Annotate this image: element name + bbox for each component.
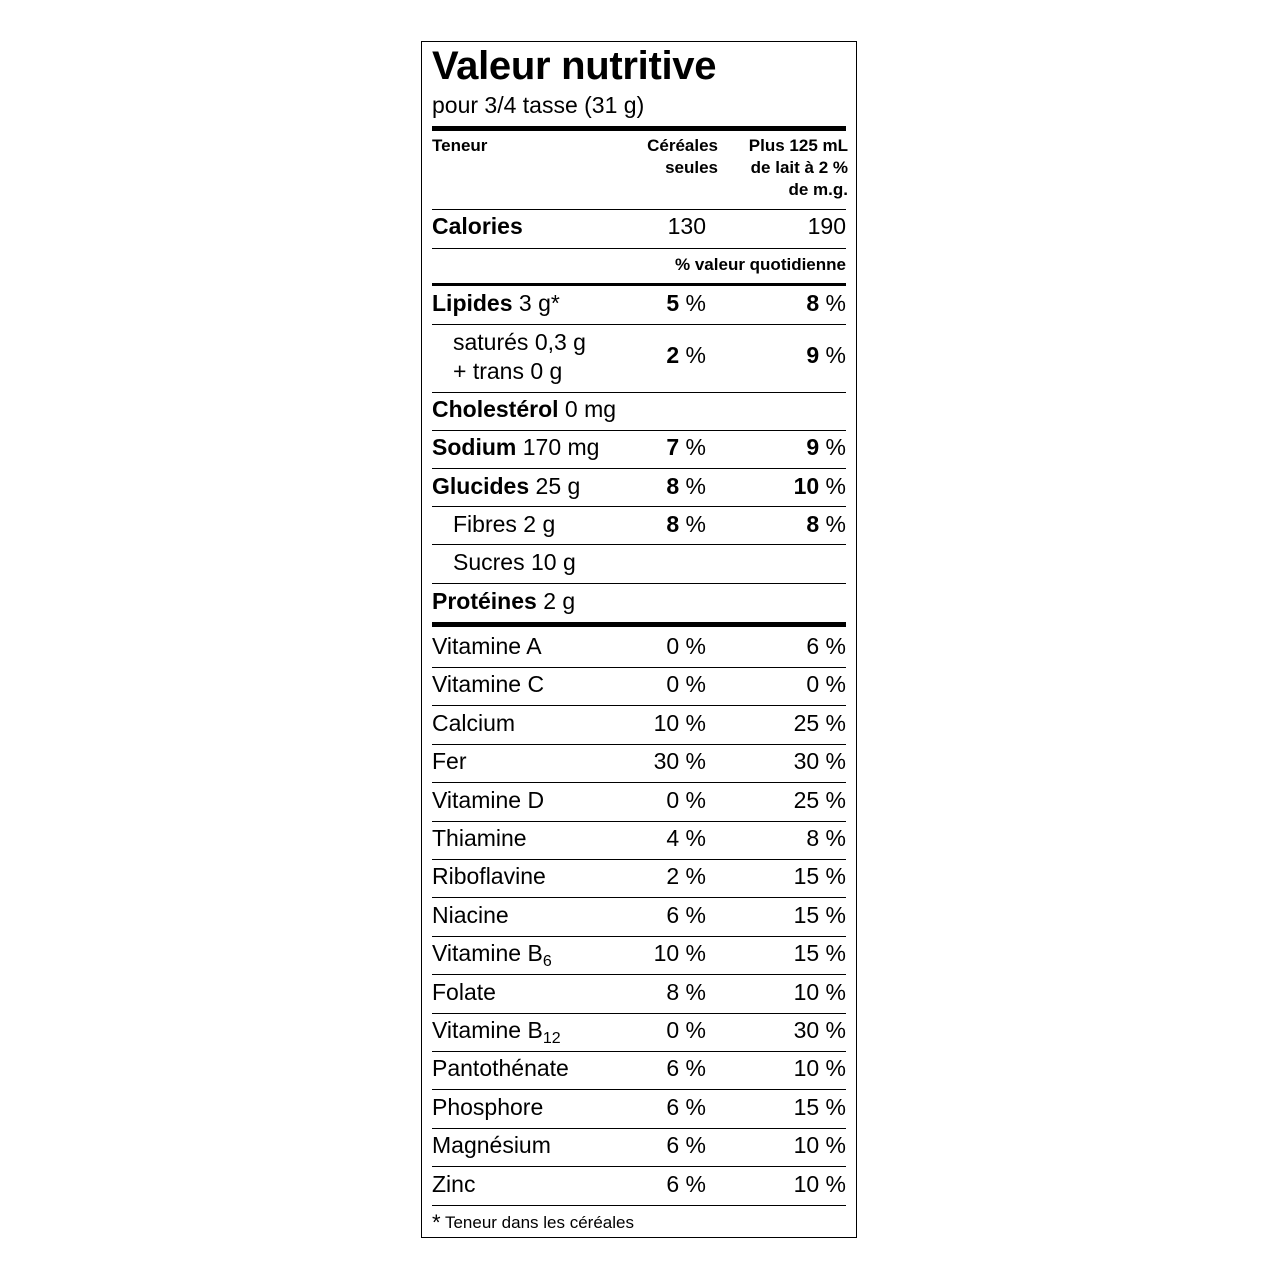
divider — [432, 430, 846, 431]
serving-size: pour 3/4 tasse (31 g) — [432, 92, 645, 118]
label-title: Valeur nutritive — [432, 44, 717, 88]
satures-line2: + trans 0 g — [453, 358, 563, 384]
vitamin-name: Thiamine — [432, 825, 527, 851]
vitamin-name: Vitamine C — [432, 671, 545, 698]
header-cereales — [612, 135, 718, 179]
footnote — [432, 1208, 634, 1234]
header-teneur: Teneur — [432, 136, 488, 155]
vitamin-dv-milk: 8 % — [806, 825, 846, 851]
vitamin-dv-cereal: 10 % — [653, 940, 706, 967]
vitamin-name: Niacine — [432, 901, 509, 928]
divider — [432, 744, 846, 745]
vitamin-name: Riboflavine — [432, 863, 546, 890]
vitamin-subscript: 6 — [542, 953, 552, 971]
nutrition-facts-label — [421, 41, 857, 1238]
nutrient-name: Lipides 3 g* — [432, 290, 560, 316]
vitamin-dv-milk: 30 % — [793, 1017, 846, 1043]
calories-value-cereal: 130 — [667, 213, 706, 239]
vitamin-name: Calcium — [432, 709, 516, 736]
divider — [432, 667, 846, 668]
divider — [432, 859, 846, 860]
header-with-milk — [728, 135, 848, 201]
vitamin-dv-cereal: 4 % — [666, 825, 706, 851]
footnote-asterisk: * — [432, 1210, 441, 1235]
nutrient-name: Sucres 10 g — [453, 549, 576, 575]
vitamin-name: Vitamine D — [432, 786, 545, 813]
divider — [432, 1128, 846, 1129]
vitamin-dv-milk: 25 % — [793, 786, 846, 813]
medium-rule — [432, 283, 846, 286]
vitamin-dv-milk: 15 % — [793, 1093, 846, 1120]
nutrient-name: Sodium 170 mg — [432, 434, 600, 460]
vitamin-dv-milk: 10 % — [793, 1170, 846, 1197]
vitamin-dv-cereal: 8 % — [666, 978, 706, 1005]
vitamin-name: Phosphore — [432, 1093, 544, 1120]
vitamin-dv-cereal: 6 % — [666, 901, 706, 928]
nutrient-dv-cereal: 5 % — [666, 290, 706, 316]
nutrient-dv-milk: 9 % — [806, 342, 846, 368]
nutrient-name: Cholestérol 0 mg — [432, 396, 617, 422]
nutrient-dv-cereal: 8 % — [666, 511, 706, 537]
thick-rule — [432, 622, 846, 627]
nutrient-dv-cereal: 2 % — [666, 342, 706, 368]
vitamin-name: Magnésium — [432, 1132, 551, 1159]
vitamin-name: Vitamine $B_{12}$ — [432, 1017, 561, 1047]
vitamin-dv-milk: 25 % — [793, 709, 846, 736]
vitamin-name: Fer — [432, 748, 467, 775]
vitamin-dv-milk: 10 % — [793, 1055, 846, 1082]
vitamin-name: Zinc — [432, 1170, 476, 1197]
header-cereales-line2: seules — [665, 158, 718, 177]
divider — [432, 1205, 846, 1206]
thick-rule — [432, 126, 846, 131]
divider — [432, 821, 846, 822]
nutrient-name: Protéines 2 g — [432, 588, 576, 614]
calories-label: Calories — [432, 213, 523, 239]
vitamin-dv-milk: 0 % — [806, 671, 846, 698]
divider — [432, 583, 846, 584]
nutrient-name: Fibres 2 g — [453, 511, 556, 537]
header-with-milk-line2: de lait à 2 % — [750, 158, 848, 177]
divider — [432, 1166, 846, 1167]
divider — [432, 1051, 846, 1052]
divider — [432, 974, 846, 975]
nutrient-dv-milk: 8 % — [806, 511, 846, 537]
divider — [432, 209, 846, 210]
vitamin-dv-milk: 15 % — [793, 940, 846, 967]
nutrient-name: Glucides 25 g — [432, 473, 581, 499]
divider — [432, 324, 846, 325]
nutrient-dv-milk: 10 % — [793, 473, 846, 499]
divider — [432, 897, 846, 898]
divider — [432, 392, 846, 393]
vitamin-dv-cereal: 6 % — [666, 1132, 706, 1159]
vitamin-dv-milk: 10 % — [793, 1132, 846, 1159]
vitamin-dv-cereal: 2 % — [666, 863, 706, 890]
divider — [432, 1089, 846, 1090]
vitamin-name: Pantothénate — [432, 1055, 569, 1082]
satures-line1: saturés 0,3 g — [453, 329, 586, 355]
vitamin-name: Vitamine $B_6$ — [432, 940, 552, 971]
header-cereales-line1: Céréales — [647, 136, 718, 155]
vitamin-dv-cereal: 6 % — [666, 1170, 706, 1197]
nutrient-dv-cereal: 8 % — [666, 473, 706, 499]
vitamin-dv-cereal: 6 % — [666, 1055, 706, 1082]
vitamin-dv-cereal: 0 % — [666, 786, 706, 813]
divider — [432, 1013, 846, 1014]
nutrient-dv-cereal: 7 % — [666, 434, 706, 460]
divider — [432, 936, 846, 937]
vitamin-subscript: 12 — [542, 1030, 561, 1047]
nutrient-dv-milk: 8 % — [806, 290, 846, 316]
vitamin-dv-cereal: 0 % — [666, 633, 706, 659]
divider — [432, 506, 846, 507]
vitamin-dv-milk: 15 % — [793, 901, 846, 928]
vitamin-dv-milk: 30 % — [793, 748, 846, 775]
calories-value-milk: 190 — [807, 213, 846, 239]
vitamin-dv-milk: 10 % — [793, 978, 846, 1005]
divider — [432, 248, 846, 249]
vitamin-dv-milk: 6 % — [806, 633, 846, 659]
nutrient-dv-milk: 9 % — [806, 434, 846, 460]
vitamin-dv-milk: 15 % — [793, 863, 846, 890]
vitamin-dv-cereal: 0 % — [666, 671, 706, 698]
header-with-milk-line1: Plus 125 mL — [748, 136, 848, 155]
divider — [432, 782, 846, 783]
daily-value-header: % valeur quotidienne — [675, 255, 846, 274]
divider — [432, 705, 846, 706]
divider — [432, 544, 846, 545]
header-with-milk-line3: de m.g. — [788, 180, 848, 199]
vitamin-dv-cereal: 0 % — [666, 1017, 706, 1043]
vitamin-dv-cereal: 6 % — [666, 1093, 706, 1120]
vitamin-dv-cereal: 10 % — [653, 709, 706, 736]
footnote-text: Teneur dans les céréales — [440, 1213, 634, 1232]
vitamin-name: Vitamine A — [432, 633, 542, 659]
vitamin-name: Folate — [432, 978, 496, 1005]
vitamin-dv-cereal: 30 % — [653, 748, 706, 775]
nutrient-name — [453, 328, 586, 386]
divider — [432, 468, 846, 469]
